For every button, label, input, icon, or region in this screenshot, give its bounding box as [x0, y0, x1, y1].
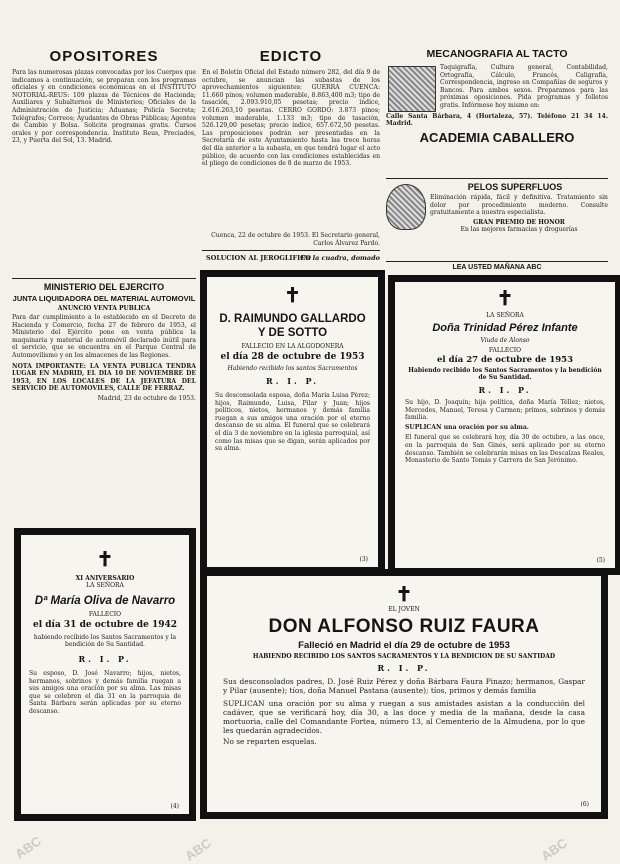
pelos-premio: GRAN PREMIO DE HONOR: [473, 218, 565, 226]
edicto-body: En el Boletín Oficial del Estado número 282, del día 9 de octubre, se anuncian las subastas de los aprovechamientos siguientes: GUERRA CUENCA: 11.660 pinos; volumen maderable, 8.863,400 m3; tipo de tasación, 2.093.910,05 pesetas; precio índice, 2.616.263,10 pesetas. CERRO GORDO: 3.873 pinos; volumen maderable, 1.133 m3; tipo de tasación, 526.129,00 pesetas; precio índice, 657.672,50 pesetas. Las proposiciones podrán ser presentadas en la Secretaría de este Ayuntamiento hasta las trece horas del día anterior a la subasta, en que tendrá lugar el acto público, de acuerdo con las condiciones establecidas en el pliego de condiciones de 8 de marzo de 1953.: [202, 69, 380, 168]
esquela-alfonso-ruiz: [200, 569, 608, 819]
esquela-family: Sus desconsolados padres, D. José Ruiz Pérez y doña Bárbara Faura Pinazo; hermanos, Gaspar y Pilar (ausente); tíos, doña Manuel Pastana (ausente); tíos, primos y demás familia: [223, 677, 585, 695]
pelos-ad: [386, 182, 608, 258]
rip: R. I. P.: [478, 385, 532, 395]
death-date: Falleció en Madrid el día 29 de octubre de 1953: [298, 640, 510, 651]
cross-icon: ✝: [395, 582, 413, 606]
abc-watermark: ABC: [12, 833, 44, 862]
cross-icon: ✝: [96, 547, 114, 571]
divider: [202, 250, 380, 251]
deceased-name: D. RAIMUNDO GALLARDO: [219, 313, 366, 325]
solucion-jeroglifico: [202, 254, 380, 266]
no-esquelas: No se reparten esquelas.: [223, 737, 317, 746]
abc-watermark: ABC: [182, 835, 214, 864]
pelos-title: PELOS SUPERFLUOS: [467, 182, 563, 192]
solucion-label: SOLUCION AL JEROGLIFICO: [206, 254, 311, 262]
ministerio-body: Para dar cumplimiento a lo establecido en el Decreto de Hacienda y Comercio, fecha 27 de febrero de 1953, el Ministerio del Ejército pone en venta pública la maquinaria y material de automóvil declarado inútil para el servicio, que se encuentra en el Parque Central de Automovilismo y en los almacenes de las Regiones.: [12, 314, 196, 359]
ministerio-subtitle: JUNTA LIQUIDADORA DEL MATERIAL AUTOMOVIL: [12, 294, 196, 303]
rip: R. I. P.: [78, 654, 132, 664]
sacramentos: habiendo recibido los Santos Sacramentos y la bendición de Su Santidad.: [33, 634, 177, 648]
ministerio-title: MINISTERIO DEL EJERCITO: [43, 282, 165, 292]
cross-icon: ✝: [496, 286, 514, 310]
ministerio-ad: [12, 282, 196, 522]
sacramentos: Habiendo recibido los santos Sacramentos: [227, 365, 358, 372]
ad-code: (3): [359, 556, 368, 563]
woman-portrait: [386, 184, 426, 230]
cross-icon: ✝: [284, 283, 301, 307]
divider: [386, 261, 608, 262]
deceased-name: Dª María Oliva de Navarro: [34, 595, 176, 607]
abc-watermark: ABC: [538, 835, 570, 864]
ad-code: (4): [170, 803, 179, 810]
mecanografia-ad: [386, 48, 608, 173]
anuncio-heading: ANUNCIO VENTA PUBLICA: [57, 305, 151, 312]
esquela-body: Su desconsolada esposa, doña María Luisa Pérez; hijos, Raimundo, Luisa, Pilar y Juan; hijos políticos, nietos, hermanos y demás familia ruegan a sus amigos una oración por el eterno descanso de su alma. El funeral que se celebrará el día 3 de noviembre en la iglesia parroquial, así como las misas que se digan, serán aplicados por su alma.: [215, 392, 370, 453]
edicto-ad: [202, 48, 380, 228]
sacramentos: HABIENDO RECIBIDO LOS SANTOS SACRAMENTOS Y LA BENDICION DE SU SANTIDAD: [252, 653, 556, 660]
mecanografia-body: Taquigrafía, Cultura general, Contabilidad, Ortografía, Cálculo, Francés, Caligrafía, Correspondencia, ingreso en Compañías de seguros y Bancos. Para ambos sexos. Preparamos para las próximas oposiciones. Pida programas y folletos gratis. Infórmese hoy mismo en:: [440, 64, 608, 109]
edicto-sign: Cuenca, 22 de octubre de 1953. El Secretario general, Carlos Álvarez Pardo.: [211, 232, 380, 247]
senora-label: LA SEÑORA: [86, 582, 124, 589]
typewriter-illustration: [388, 66, 436, 112]
lea-abc: LEA USTED MAÑANA ABC: [452, 264, 542, 271]
ministerio-sign: Madrid, 23 de octubre de 1953.: [97, 394, 196, 402]
joven-label: EL JOVEN: [388, 606, 420, 613]
deceased-name: DON ALFONSO RUIZ FAURA: [268, 616, 540, 637]
opositores-body: Para las numerosas plazas convocadas por los Cuerpos que indicamos a continuación, se preparan con los programas oficiales y en condiciones económicas en el INSTITUTO NOTORIAL-REUS: 109 plazas de Técnicos de Hacienda; Auxiliares y Subalternos de Ministerios; Oficiales de la Administración de Justicia; Aduanas; Policía Secreta; Telégrafos; Correos; Ayudantes de Obras Públicas; Agentes de Cambio y Bolsa. Solicite programas gratis. Cursos orales y por correspondencia. Instituto Reus, Preciados, 23, y Puerta del Sol, 13. Madrid.: [12, 69, 196, 145]
esquela-raimundo-gallardo: [200, 270, 385, 574]
deceased-name: Doña Trinidad Pérez Infante: [432, 322, 578, 334]
divider: [12, 278, 196, 279]
rip: R. I. P.: [377, 663, 431, 673]
anniversary: XI ANIVERSARIO: [75, 575, 135, 582]
esquela-suplican: SUPLICAN una oración por su alma.: [405, 423, 529, 431]
sacramentos: Habiendo recibido los Santos Sacramentos y la bendición de Su Santidad.: [408, 367, 602, 381]
opositores-title: OPOSITORES: [49, 48, 159, 65]
rip: R. I. P.: [265, 376, 319, 386]
nota-importante: NOTA IMPORTANTE: LA VENTA PUBLICA TENDRA LUGAR EN MADRID, EL DIA 10 DE NOVIEMBRE DE 1953, EN LOS LOCALES DE LA JEFATURA DEL SERVICIO DE AUTOMOVILES, CALLE DE FERRAZ.: [12, 362, 196, 393]
death-date: el día 27 de octubre de 1953: [436, 355, 574, 365]
viuda-label: Viuda de Alonso: [480, 337, 530, 344]
pelos-shops: En las mejores farmacias y droguerías: [460, 225, 578, 233]
death-date: el día 31 de octubre de 1942: [32, 620, 178, 630]
death-date: el día 28 de octubre de 1953: [220, 352, 365, 362]
esquela-body: Su esposo, D. José Navarro; hijos, nietos, hermanos, sobrinos y demás familia ruegan a sus amigos una oración por su alma. Las misas que se celebren el día 31 en la parroquia de Santa Bárbara serán aplicadas por su eterno descanso.: [29, 670, 181, 715]
senora-label: LA SEÑORA: [486, 312, 524, 319]
esquela-family: Su hijo, D. Joaquín; hija política, doña María Téllez; nietos, Mercedes, Manuel, Teresa y Carmen; primos, sobrinos y demás familia.: [405, 399, 605, 422]
esquela-maria-oliva: [14, 528, 196, 821]
opositores-ad: [12, 48, 196, 273]
pelos-body: Eliminación rápida, fácil y definitiva. Tratamiento sin dolor por procedimiento moderno. Consulte gratuitamente a nuestra especialista.: [430, 194, 608, 217]
ad-code: (6): [580, 801, 589, 808]
fallecio-label: FALLECIO: [488, 347, 522, 354]
academia-address: Calle Santa Bárbara, 4 (Hortaleza, 57). Teléfono 21 34 14. Madrid.: [386, 112, 608, 128]
mecanografia-title: MECANOGRAFIA AL TACTO: [426, 48, 568, 60]
esquela-suplican: SUPLICAN una oración por su alma y ruegan a sus amistades asistan a la conducción del cadáver, que se verificará hoy, día 30, a las doce y media de la mañana, desde la casa mortuoria, calle del Comandante Fortea, número 13, al Cementerio de la Almudena, por lo que les quedarán agradecidos.: [223, 699, 585, 735]
edicto-title: EDICTO: [259, 48, 323, 65]
divider: [386, 178, 608, 179]
solucion-text: En la cuadra, domado: [300, 254, 380, 262]
esquela-funeral: El funeral que se celebrará hoy, día 30 de octubre, a las once, en la parroquia de San Ginés, será aplicado por su eterno descanso. También se celebrarán misas en las Descalzas Reales, Monasterio de Santo Tomás y Carrera de San Jerónimo.: [405, 434, 605, 465]
fallecio-label: FALLECIO: [88, 611, 122, 618]
deceased-name-2: Y DE SOTTO: [257, 327, 328, 339]
ad-code: (5): [596, 557, 605, 564]
death-place: FALLECIO EN LA ALGODONERA: [241, 343, 344, 350]
esquela-trinidad-perez: [388, 275, 620, 575]
academia-name: ACADEMIA CABALLERO: [419, 129, 575, 145]
